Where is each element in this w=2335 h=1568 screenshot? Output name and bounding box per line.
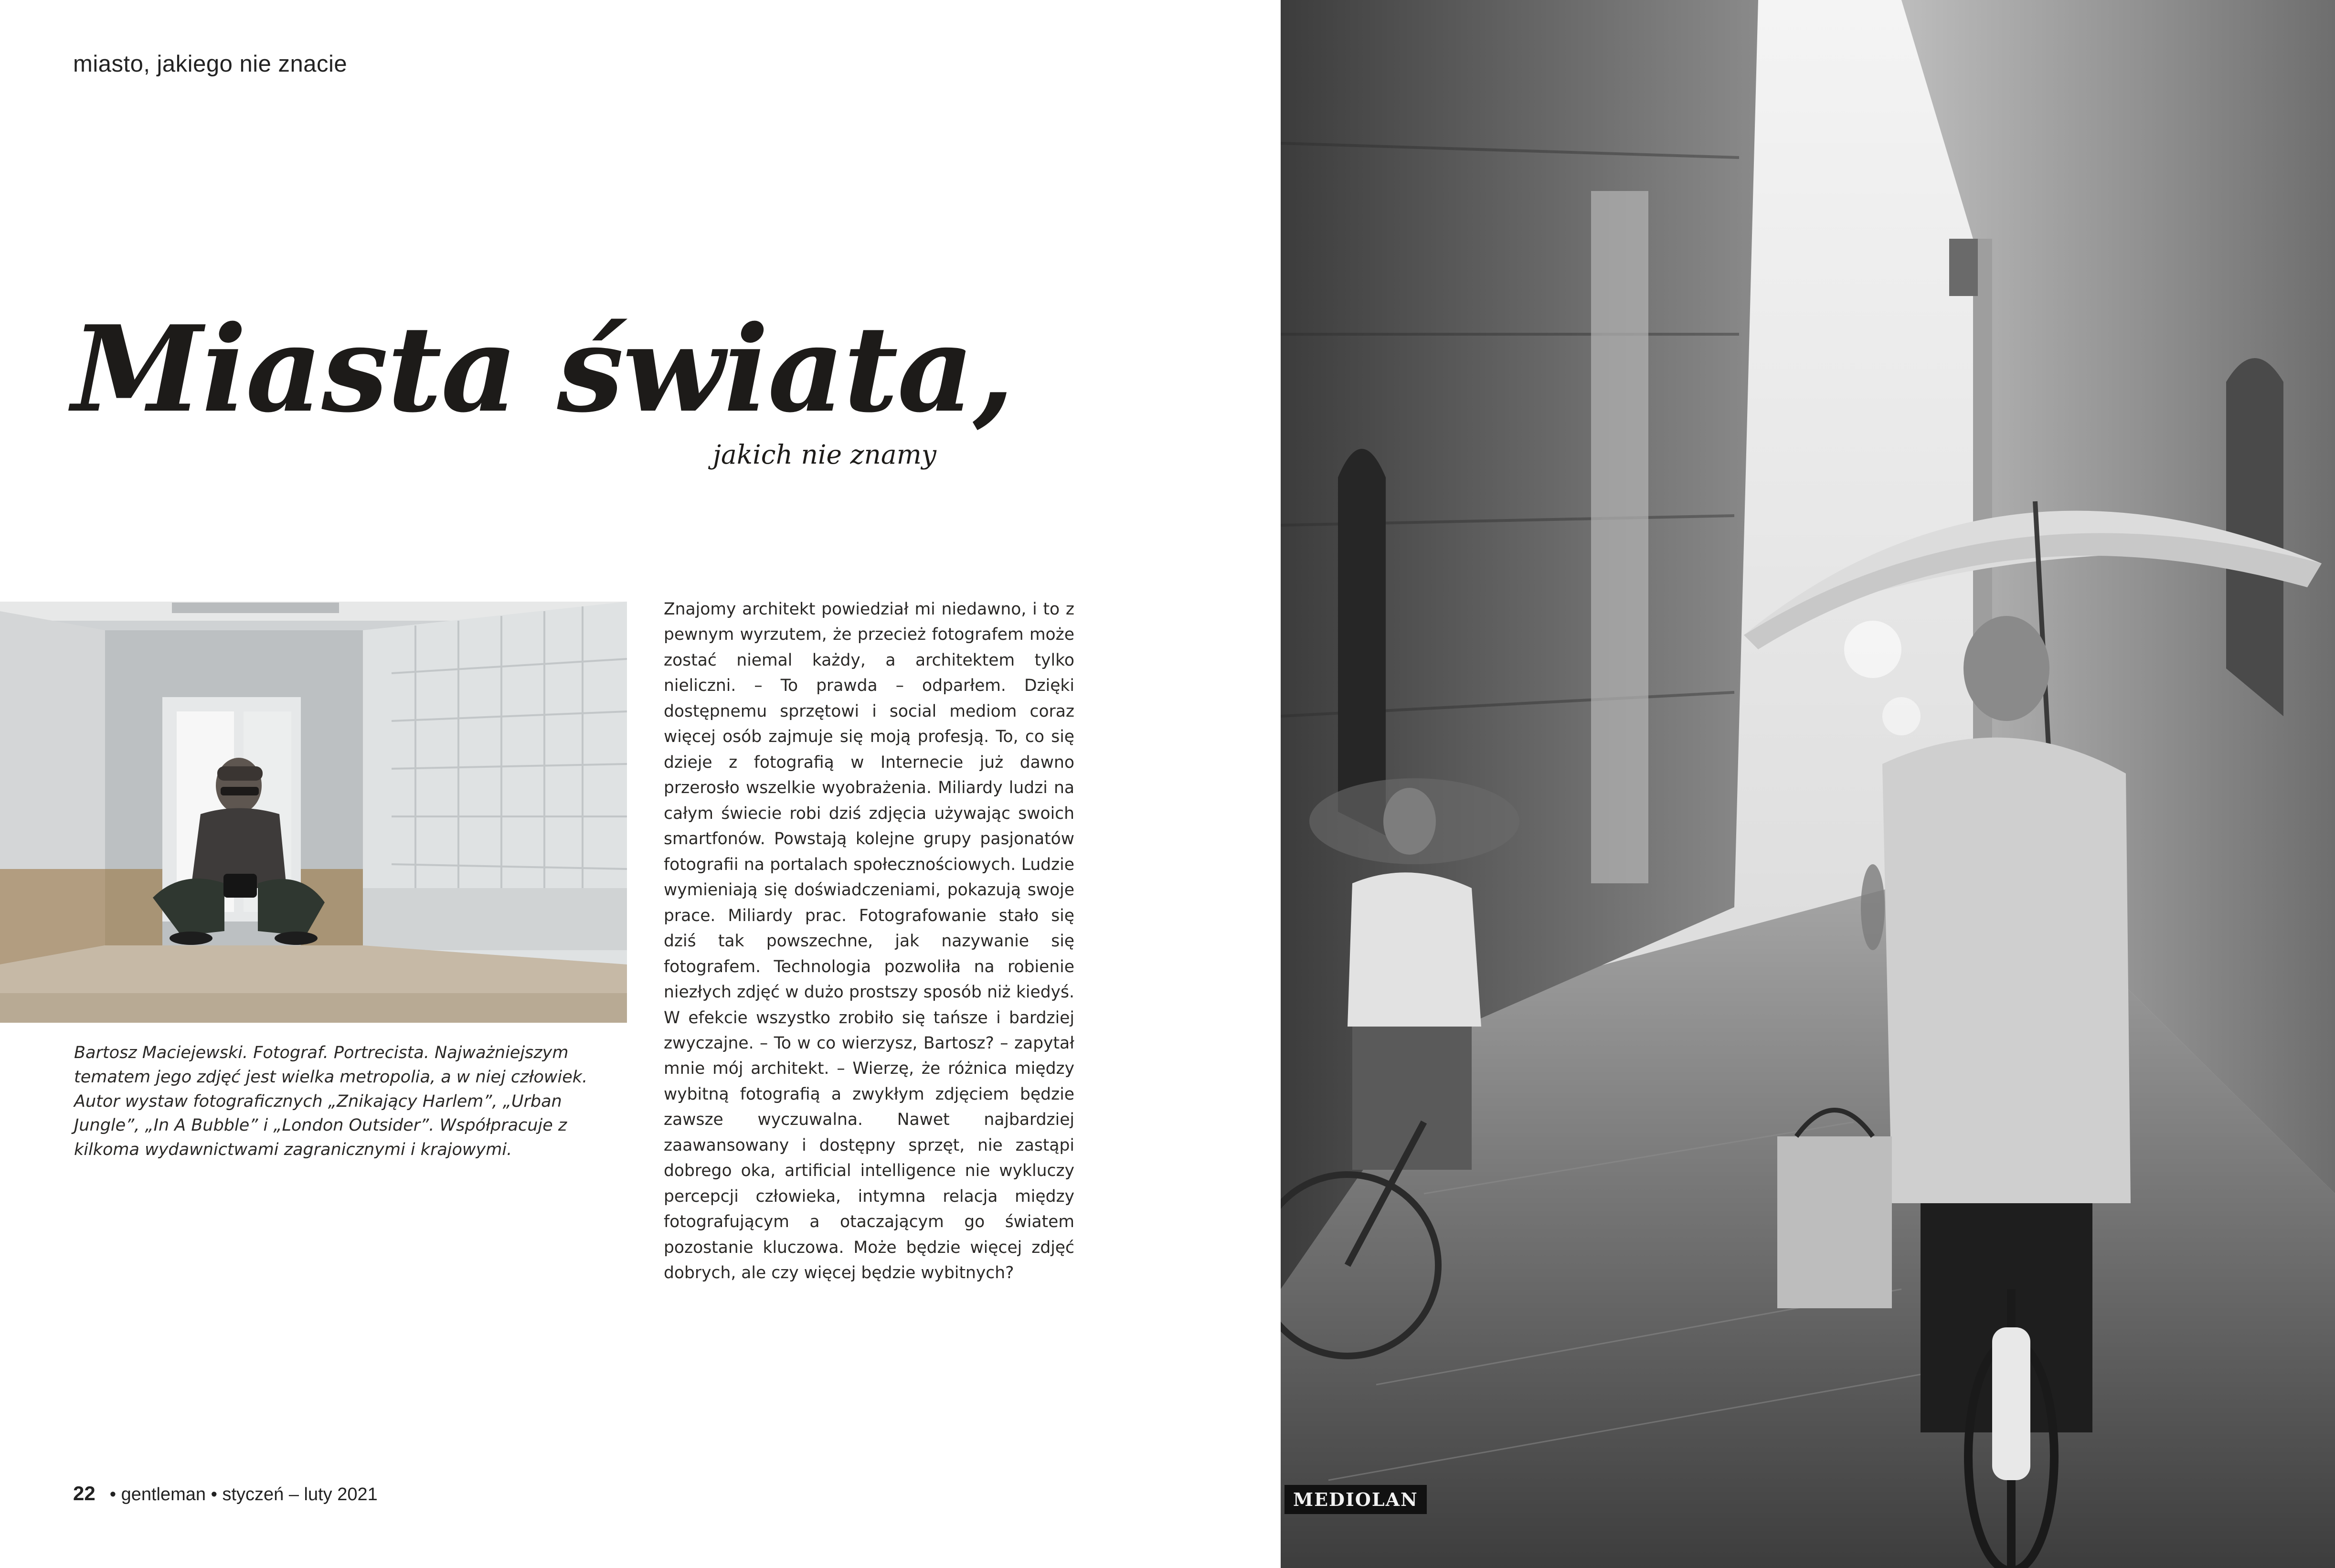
photo-caption: Bartosz Maciejewski. Fotograf. Portrecista. Najważniejszym tematem jego zdjęć jest wielka metropolia, a w niej człowiek. Autor wystaw fotograficznych „Znikający Harlem”, „Urban Jungle”, „In A Bubble” i „London Outsider”. Współpracuje z kilkoma wydawnictwami zagranicznymi i krajowymi. (74, 1043, 588, 1159)
article-title: Miasta świata, (72, 300, 1014, 439)
article-body: Znajomy architekt powiedział mi niedawno, i to z pewnym wyrzutem, że przecież fotografem może zostać niemal każdy, a architektem tylko nieliczni. – To prawda – odparłem. Dzięki dostępnemu sprzętowi i social mediom coraz więcej osób zajmuje się moją profesją. To, co się dzieje z fotografią w Internecie już dawno przerosło wszelkie wyobrażenia. Miliardy ludzi na całym świecie robi dziś zdjęcia używając swoich smartfonów. Powstają kolejne grupy pasjonatów fotografii na portalach społecznościowych. Ludzie wymieniają się doświadczeniami, pokazują swoje prace. Miliardy prac. Fotografowanie stało się dziś tak powszechne, jak nazywanie się fotografem. Technologia pozwoliła na robienie niezłych zdjęć w dużo prostszy sposób niż kiedyś. W efekcie wszystko zrobiło się tańsze i bardziej zwyczajne. – To w co wierzysz, Bartosz? – zapytał mnie mój architekt. – Wierzę, że różnica między wybitną fotografią a zwykłym zdjęciem będzie zawsze wyczuwalna. Nawet najbardziej zaawansowany i dostępny sprzęt, nie zastąpi dobrego oka, artificial intelligence nie wykluczy percepcji człowieka, intymna relacja między fotografującym a otaczającym go światem pozostanie kluczowa. Może będzie więcej zdjęć dobrych, ale czy więcej będzie wybitnych? (664, 600, 1074, 1283)
section-title: miasto, jakiego nie znacie (73, 51, 348, 77)
article-subtitle: jakich nie znamy (713, 439, 936, 470)
author-portrait-photo (0, 602, 627, 1023)
page-footer (73, 1482, 378, 1505)
publication-info: • gentleman • styczeń – luty 2021 (109, 1484, 378, 1504)
location-label: MEDIOLAN (1284, 1485, 1427, 1514)
page-number: 22 (73, 1482, 96, 1504)
street-photo (1281, 0, 2335, 1568)
